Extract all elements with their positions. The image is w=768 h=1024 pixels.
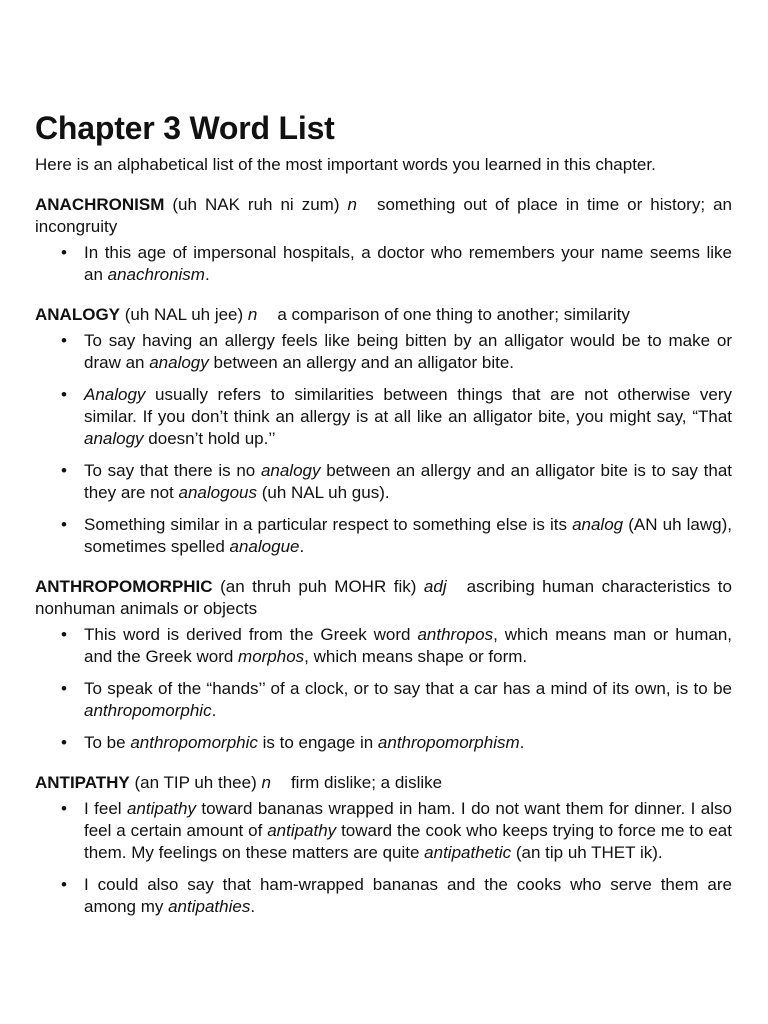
note-text: (an tip uh THET ik). [511, 843, 663, 862]
entry-note [35, 330, 732, 374]
note-text: toward the cook who keeps trying to force me to eat them. My feelings on these matters are quite [84, 821, 732, 862]
note-text: I feel [84, 799, 127, 818]
entry-note [35, 874, 732, 918]
entry-notes-list [35, 242, 732, 286]
bullet-marker: • [61, 461, 67, 480]
entry-notes-list [35, 624, 732, 754]
note-text: To say that there is no [84, 461, 261, 480]
emphasized-term: analogy [260, 461, 321, 480]
emphasized-term: antipathies [168, 897, 251, 916]
entry-heading [35, 576, 732, 620]
entry-definition: firm dislike; a dislike [290, 773, 443, 792]
bullet-marker: • [61, 733, 67, 752]
emphasized-term: analogy [84, 429, 144, 448]
entry-word: ANTHROPOMORPHIC [35, 577, 213, 596]
entry-word: ANACHRONISM [35, 195, 165, 214]
bullet-marker: • [61, 875, 67, 894]
note-text: . [299, 537, 305, 556]
bullet-marker: • [61, 331, 67, 350]
note-text: toward bananas wrapped in ham. I do not want them for dinner. I also feel a certain amount of [84, 799, 732, 840]
note-text: In this age of impersonal hospitals, a doctor who remembers your name seems like an [84, 243, 732, 284]
entry-heading [35, 194, 732, 238]
entry-pronunciation: (an TIP uh thee) [134, 773, 257, 792]
bullet-marker: • [61, 243, 67, 262]
entry-part-of-speech: adj [423, 577, 447, 596]
note-text: To say having an allergy feels like being bitten by an alligator would be to make or draw an [84, 331, 732, 372]
entry-pronunciation: (uh NAL uh jee) [124, 305, 244, 324]
note-text: (AN uh lawg), sometimes spelled [84, 515, 732, 556]
entry-note [35, 384, 732, 450]
note-text: To be [84, 733, 131, 752]
entry-definition: ascribing human characteristics to nonhuman animals or objects [35, 577, 732, 618]
entry-note [35, 624, 732, 668]
note-text: is to engage in [257, 733, 378, 752]
note-text: (uh NAL uh gus). [256, 483, 390, 502]
emphasized-term: morphos [238, 647, 305, 666]
emphasized-term: anachronism [107, 265, 205, 284]
entry-note [35, 732, 732, 754]
entry-note [35, 798, 732, 864]
emphasized-term: antipathy [267, 821, 337, 840]
entry-notes-list [35, 798, 732, 918]
word-entry [35, 576, 732, 754]
emphasized-term: antipathy [126, 799, 196, 818]
intro-paragraph: Here is an alphabetical list of the most important words you learned in this chapter. [35, 155, 656, 174]
entry-word: ANTIPATHY [35, 773, 130, 792]
note-text: . [211, 701, 217, 720]
entry-part-of-speech: n [347, 195, 357, 214]
bullet-marker: • [61, 679, 67, 698]
emphasized-term: analogous [178, 483, 257, 502]
note-text: . [250, 897, 256, 916]
emphasized-term: anthropomorphism [377, 733, 520, 752]
word-entry [35, 772, 732, 918]
bullet-marker: • [61, 799, 67, 818]
note-text: This word is derived from the Greek word [84, 625, 418, 644]
note-text: To speak of the “hands’’ of a clock, or to say that a car has a mind of its own, is to be [84, 679, 732, 698]
note-text: usually refers to similarities between things that are not otherwise very similar. If you don’t think an allergy is at all like an alligator bite, you might say, “That [84, 385, 732, 426]
entry-note [35, 460, 732, 504]
note-text: Something similar in a particular respect to something else is its [84, 515, 573, 534]
entry-note [35, 242, 732, 286]
emphasized-term: analogue [229, 537, 300, 556]
emphasized-term: anthropos [417, 625, 494, 644]
page-title: Chapter 3 Word List [35, 110, 335, 146]
note-text: between an allergy and an alligator bite is to say that they are not [84, 461, 732, 502]
emphasized-term: anthropomorphic [130, 733, 258, 752]
entry-word: ANALOGY [35, 305, 120, 324]
word-entry [35, 194, 732, 286]
entry-note [35, 514, 732, 558]
bullet-marker: • [61, 385, 67, 404]
entry-heading [35, 772, 732, 794]
note-text: . [519, 733, 525, 752]
word-entry [35, 304, 732, 558]
entry-notes-list [35, 330, 732, 558]
entry-pronunciation: (an thruh puh MOHR fik) [220, 577, 417, 596]
emphasized-term: anthropomorphic [84, 701, 212, 720]
note-text: between an allergy and an alligator bite. [208, 353, 515, 372]
entry-definition: a comparison of one thing to another; similarity [277, 305, 630, 324]
note-text: , which means man or human, and the Greek word [84, 625, 732, 666]
entry-part-of-speech: n [261, 773, 271, 792]
entry-note [35, 678, 732, 722]
word-list [35, 194, 732, 918]
entry-pronunciation: (uh NAK ruh ni zum) [172, 195, 340, 214]
note-text: , which means shape or form. [304, 647, 528, 666]
bullet-marker: • [61, 515, 67, 534]
bullet-marker: • [61, 625, 67, 644]
emphasized-term: Analogy [84, 385, 146, 404]
entry-part-of-speech: n [247, 305, 258, 324]
emphasized-term: antipathetic [424, 843, 512, 862]
entry-heading [35, 304, 732, 326]
entry-definition: something out of place in time or history; an incongruity [35, 195, 732, 236]
emphasized-term: analogy [149, 353, 209, 372]
note-text: . [204, 265, 210, 284]
emphasized-term: analog [572, 515, 624, 534]
note-text: I could also say that ham-wrapped bananas and the cooks who serve them are among my [84, 875, 732, 916]
note-text: doesn’t hold up.’’ [143, 429, 276, 448]
